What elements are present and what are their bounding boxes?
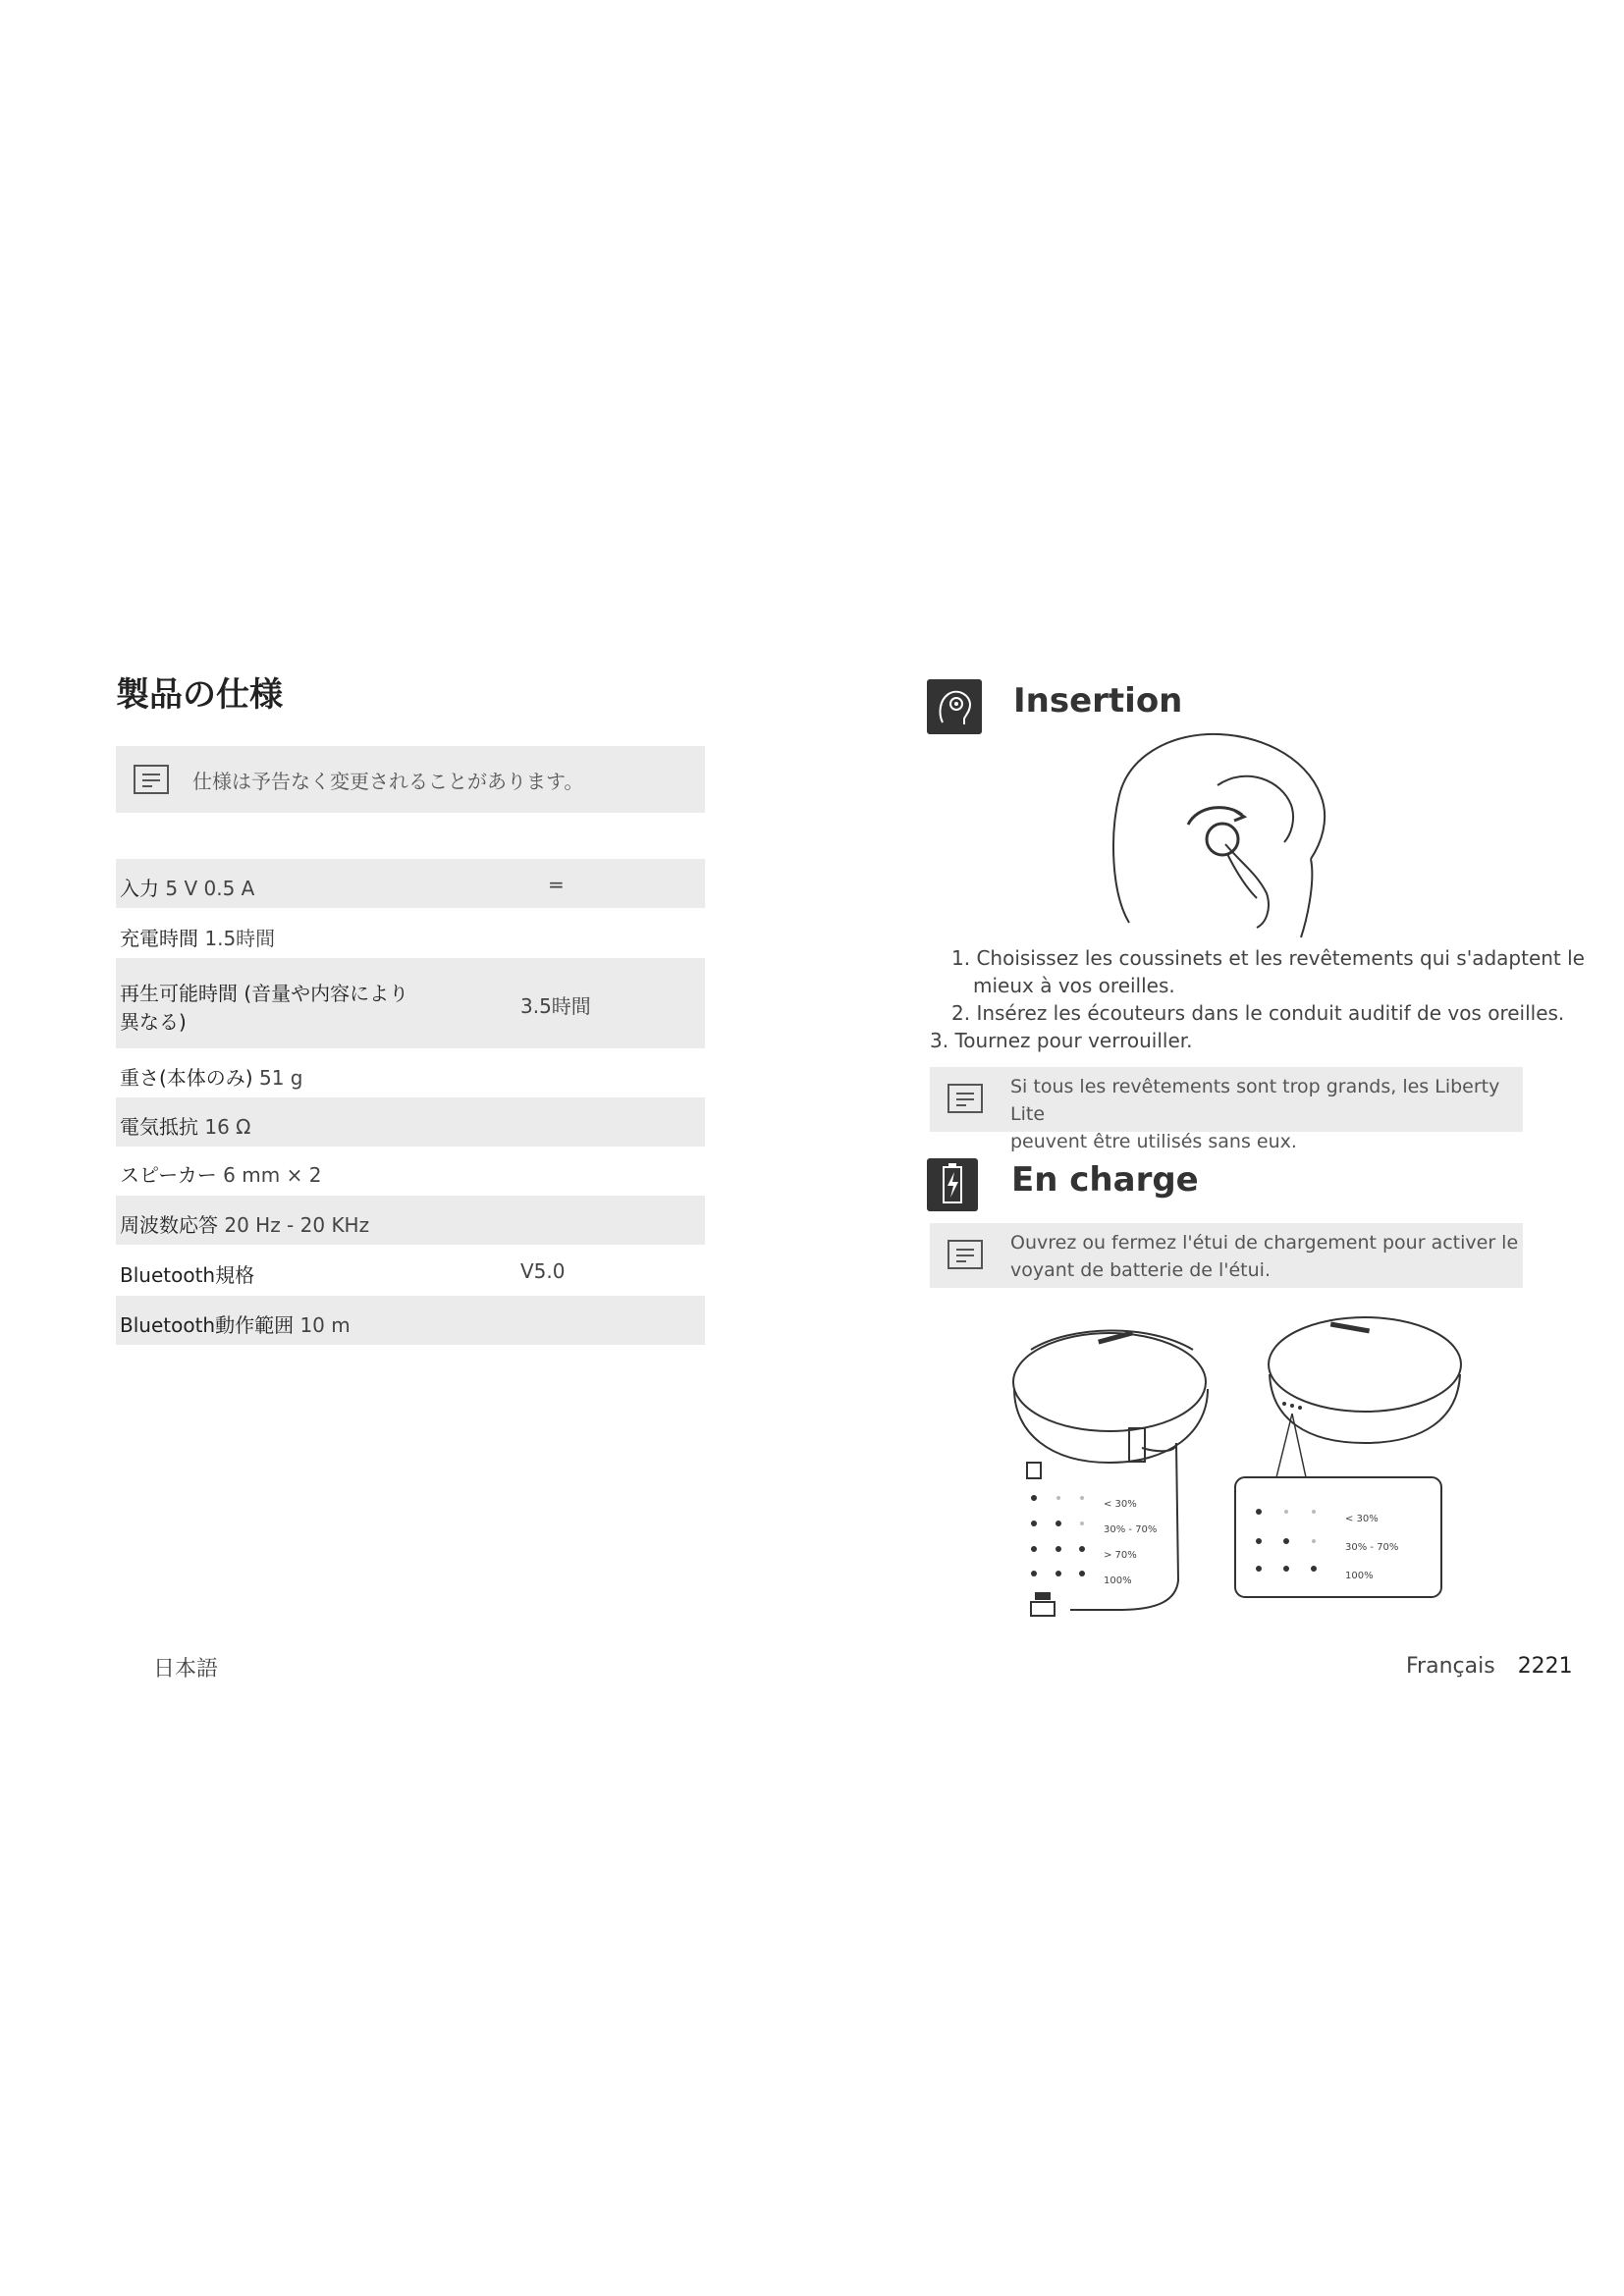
spec-value: 10 m xyxy=(299,1313,351,1337)
level-b-3: 100% xyxy=(1345,1571,1374,1581)
spec-value-secondary: = xyxy=(548,873,565,896)
spec-label: 周波数応答 xyxy=(120,1213,218,1237)
spec-note-box xyxy=(116,746,705,813)
charging-case-illustration xyxy=(1011,1306,1473,1639)
battery-charging-icon xyxy=(927,1158,978,1211)
insertion-title: Insertion xyxy=(1013,681,1183,721)
spec-value: 20 Hz - 20 KHz xyxy=(224,1213,370,1237)
footer-language: Français xyxy=(1406,1654,1495,1679)
spec-row xyxy=(116,958,705,1048)
charge-title: En charge xyxy=(1011,1160,1199,1200)
spec-value: 5 V 0.5 A xyxy=(165,877,255,900)
spec-label: Bluetooth動作範囲 xyxy=(120,1313,295,1337)
insertion-note-box xyxy=(930,1067,1523,1152)
insertion-icon xyxy=(927,679,982,734)
spec-label: 充電時間 xyxy=(120,927,198,950)
charge-note-box xyxy=(930,1223,1523,1288)
level-b-2: 30% - 70% xyxy=(1345,1542,1399,1553)
note-icon xyxy=(947,1240,983,1269)
level-4: 100% xyxy=(1104,1575,1132,1586)
step-2: 2. Insérez les écouteurs dans le conduit auditif de vos oreilles. xyxy=(951,1001,1565,1025)
step-1: 1. Choisissez les coussinets et les revêtements qui s'adaptent le xyxy=(951,946,1585,970)
ear-insertion-illustration xyxy=(1110,726,1335,942)
spec-value: 16 Ω xyxy=(204,1115,251,1139)
spec-label: 入力 xyxy=(120,877,159,900)
spec-row xyxy=(116,859,705,908)
footer-language: 日本語 xyxy=(153,1657,219,1682)
step-1-continued: mieux à vos oreilles. xyxy=(973,974,1175,997)
spec-value: 1.5時間 xyxy=(204,927,276,950)
spec-value-secondary: 3.5時間 xyxy=(520,994,591,1018)
level-3: > 70% xyxy=(1104,1550,1137,1561)
note-icon xyxy=(947,1084,983,1113)
charge-note-line-2: voyant de batterie de l'étui. xyxy=(1010,1259,1271,1281)
spec-note-text: 仕様は予告なく変更されることがあります。 xyxy=(192,770,584,793)
level-b-1: < 30% xyxy=(1345,1514,1379,1524)
spec-label: 再生可能時間 (音量や内容により xyxy=(120,982,409,1005)
spec-row xyxy=(116,1246,705,1295)
page-title: 製品の仕様 xyxy=(116,675,283,715)
spec-row xyxy=(116,1048,705,1097)
insertion-note-line-2: peuvent être utilisés sans eux. xyxy=(1010,1131,1297,1152)
spec-row xyxy=(116,1296,705,1345)
page-number: 2221 xyxy=(1517,1654,1573,1679)
spec-value: 51 g xyxy=(258,1066,303,1090)
level-2: 30% - 70% xyxy=(1104,1524,1158,1535)
spec-value: 6 mm × 2 xyxy=(223,1163,322,1187)
spec-row xyxy=(116,1196,705,1245)
spec-row xyxy=(116,1097,705,1147)
spec-label: スピーカー xyxy=(120,1163,217,1187)
spec-label: 重さ(本体のみ) xyxy=(120,1066,253,1090)
spec-label-line2: 異なる) xyxy=(120,1010,187,1034)
spec-value-secondary: V5.0 xyxy=(520,1259,566,1283)
level-1: < 30% xyxy=(1104,1499,1137,1510)
spec-label: 電気抵抗 xyxy=(120,1115,198,1139)
spec-row xyxy=(116,1146,705,1195)
step-3: 3. Tournez pour verrouiller. xyxy=(930,1029,1193,1052)
spec-label: Bluetooth規格 xyxy=(120,1263,255,1287)
insertion-note-line-1: Si tous les revêtements sont trop grands, les Liberty Lite xyxy=(1010,1076,1500,1125)
note-icon xyxy=(134,765,169,794)
spec-row xyxy=(116,909,705,958)
charge-note-line-1: Ouvrez ou fermez l'étui de chargement pour activer le xyxy=(1010,1232,1519,1254)
